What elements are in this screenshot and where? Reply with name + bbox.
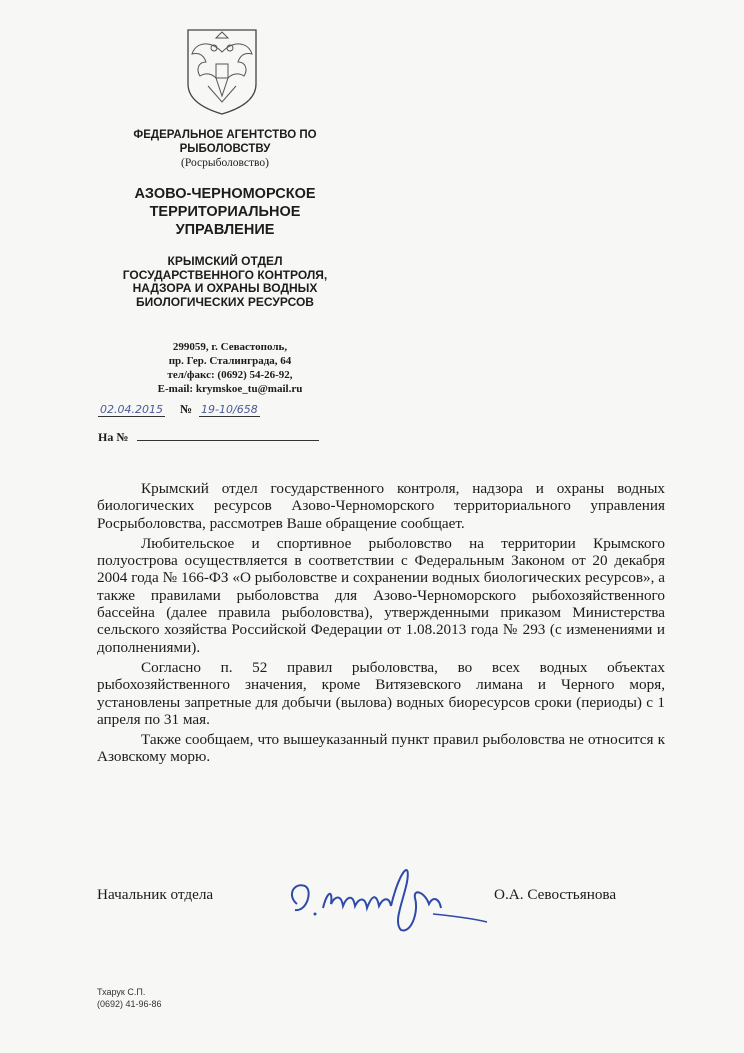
executor-phone: (0692) 41-96-86: [97, 999, 162, 1009]
directorate-line: УПРАВЛЕНИЕ: [175, 222, 275, 238]
address-block: [130, 340, 330, 396]
outgoing-reference: [98, 402, 260, 417]
agency-line: РЫБОЛОВСТВУ: [179, 143, 271, 155]
agency-short-name: (Росрыболовство): [181, 157, 269, 169]
reference-number: 19-10/658: [201, 403, 258, 416]
address-email: E-mail: krymskoe_tu@mail.ru: [157, 383, 303, 395]
signatory-title: Начальник отдела: [97, 886, 214, 903]
address-line: 299059, г. Севастополь,: [172, 341, 288, 353]
directorate-line: АЗОВО-ЧЕРНОМОРСКОЕ: [134, 186, 316, 202]
department-line: ГОСУДАРСТВЕННОГО КОНТРОЛЯ,: [122, 267, 328, 282]
letter-body: [97, 480, 665, 769]
agency-name: [90, 128, 360, 170]
reference-date: 02.04.2015: [100, 403, 163, 416]
executor-name: Тхарук С.П.: [97, 987, 146, 997]
agency-line: ФЕДЕРАЛЬНОЕ АГЕНТСТВО ПО: [133, 129, 317, 141]
reply-label: На №: [98, 430, 129, 444]
body-paragraph: Любительское и спортивное рыболовство на территории Крымского полуострова осуществляется в соответствии с Федеральным Законом от 20 декабря 2004 года № 166-ФЗ «О рыболовстве и сохранении водных биологических ресурсов», а также правилами рыболовства для Азово-Черноморского рыбохозяйственного бассейна (далее правила рыболовства), утвержденными приказом Министерства сельского хозяйства Российской Федерации от 1.08.2013 года № 293 (с изменениями и дополнениями).: [97, 534, 665, 656]
signatory-name: О.А. Севостьянова: [494, 886, 617, 903]
body-paragraph: Также сообщаем, что вышеуказанный пункт правил рыболовства не относится к Азовскому морю.: [97, 731, 665, 766]
department-name: [90, 255, 360, 309]
body-paragraph: Крымский отдел государственного контроля, надзора и охраны водных биологических ресурсов Азово-Черноморского территориального управления Росрыболовства, рассмотрев Ваше обращение сообщает.: [97, 480, 665, 532]
department-line: БИОЛОГИЧЕСКИХ РЕСУРСОВ: [136, 294, 314, 309]
address-phone: тел/факс: (0692) 54-26-92,: [167, 369, 293, 381]
reference-number-label: №: [179, 402, 193, 416]
reply-number-blank: [137, 440, 319, 441]
address-line: пр. Гер. Сталинграда, 64: [168, 355, 292, 367]
directorate-line: ТЕРРИТОРИАЛЬНОЕ: [149, 204, 301, 220]
coat-of-arms-icon: [178, 26, 266, 116]
department-line: КРЫМСКИЙ ОТДЕЛ: [167, 254, 283, 268]
executor-info: [97, 986, 162, 1010]
body-paragraph: Согласно п. 52 правил рыболовства, во всех водных объектах рыбохозяйственного значения, кроме Витязевского лимана и Черного моря, установлены запретные для добычи (вылова) водных биоресурсов сроки (периоды) с 1 апреля по 31 мая.: [97, 658, 665, 728]
directorate-name: [90, 185, 360, 239]
department-line: НАДЗОРА И ОХРАНЫ ВОДНЫХ: [132, 281, 318, 295]
handwritten-signature-icon: [283, 852, 493, 938]
incoming-reference: [98, 430, 319, 445]
